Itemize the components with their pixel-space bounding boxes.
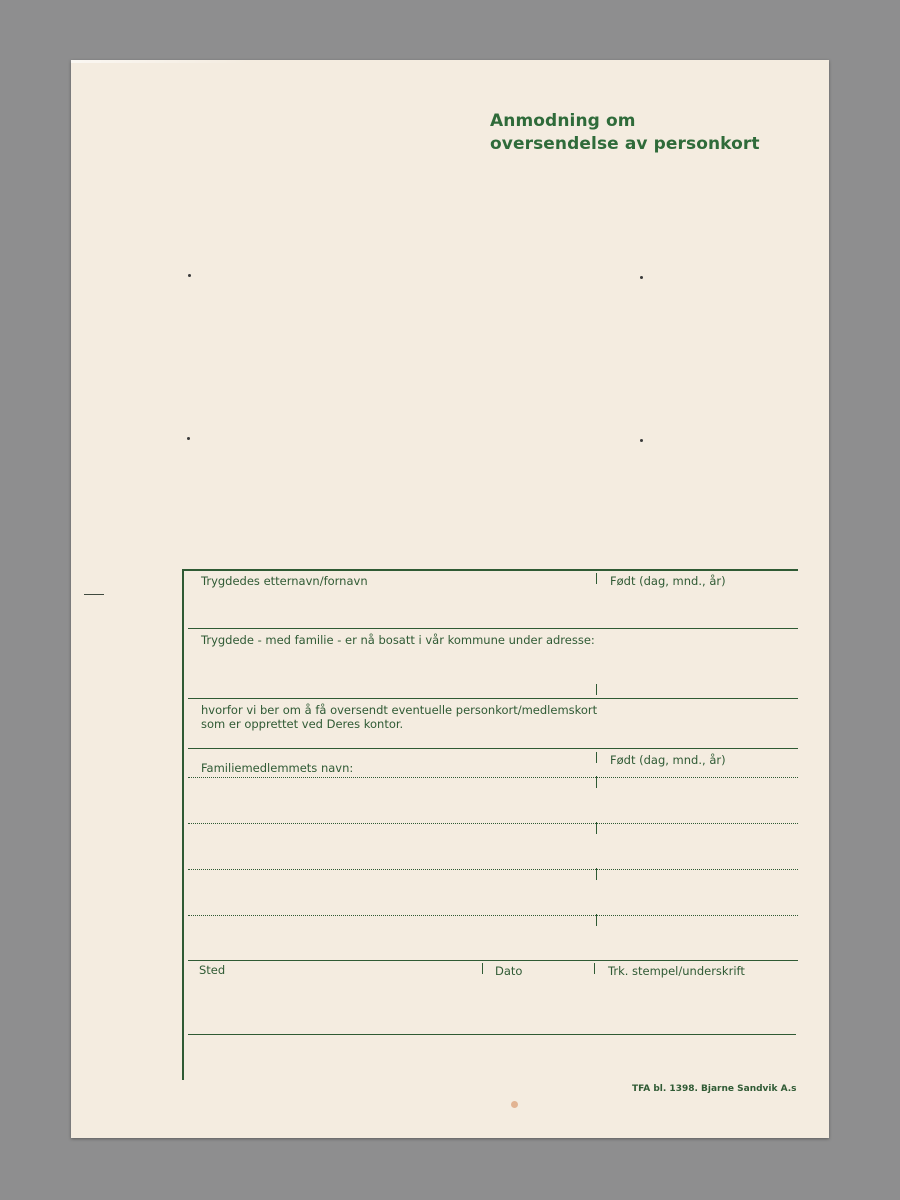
column-divider <box>596 822 597 834</box>
row-separator <box>188 628 798 629</box>
row-separator <box>188 748 798 749</box>
dotted-entry-line <box>188 823 798 824</box>
column-divider <box>596 573 597 584</box>
dotted-entry-line <box>188 869 798 870</box>
family-born-label: Født (dag, mnd., år) <box>610 753 726 767</box>
form-title-line2: oversendelse av personkort <box>490 134 760 154</box>
request-text-line2: som er opprettet ved Deres kontor. <box>201 717 404 731</box>
place-label: Sted <box>199 963 226 977</box>
insured-name-label: Trygdedes etternavn/fornavn <box>201 574 368 588</box>
fold-mark <box>84 594 104 595</box>
registration-dot <box>188 274 191 277</box>
row-separator <box>188 1034 796 1035</box>
residence-label: Trygdede - med familie - er nå bosatt i vår kommune under adresse: <box>201 633 595 647</box>
date-label: Dato <box>495 964 523 978</box>
dotted-entry-line <box>188 777 798 778</box>
column-divider <box>596 752 597 763</box>
family-member-label: Familiemedlemmets navn: <box>201 761 354 775</box>
row-separator <box>188 698 798 699</box>
column-divider <box>594 963 595 974</box>
paper-stain <box>511 1101 518 1108</box>
paper-edge-highlight <box>71 60 251 63</box>
stamp-signature-label: Trk. stempel/underskrift <box>608 964 745 978</box>
column-divider <box>596 776 597 788</box>
print-imprint: TFA bl. 1398. Bjarne Sandvik A.s <box>632 1084 797 1094</box>
form-title <box>490 110 760 156</box>
request-text-line1: hvorfor vi ber om å få oversendt eventuelle personkort/medlemskort <box>201 703 598 717</box>
form-left-border <box>182 570 184 1080</box>
column-divider <box>482 963 483 974</box>
registration-dot <box>640 439 643 442</box>
dotted-entry-line <box>188 915 798 916</box>
form-top-border <box>182 569 798 571</box>
row-separator <box>188 960 798 961</box>
registration-dot <box>640 276 643 279</box>
form-title-line1: Anmodning om <box>490 111 636 131</box>
column-divider <box>596 684 597 695</box>
column-divider <box>596 914 597 926</box>
registration-dot <box>187 437 190 440</box>
born-label: Født (dag, mnd., år) <box>610 574 726 588</box>
column-divider <box>596 868 597 880</box>
